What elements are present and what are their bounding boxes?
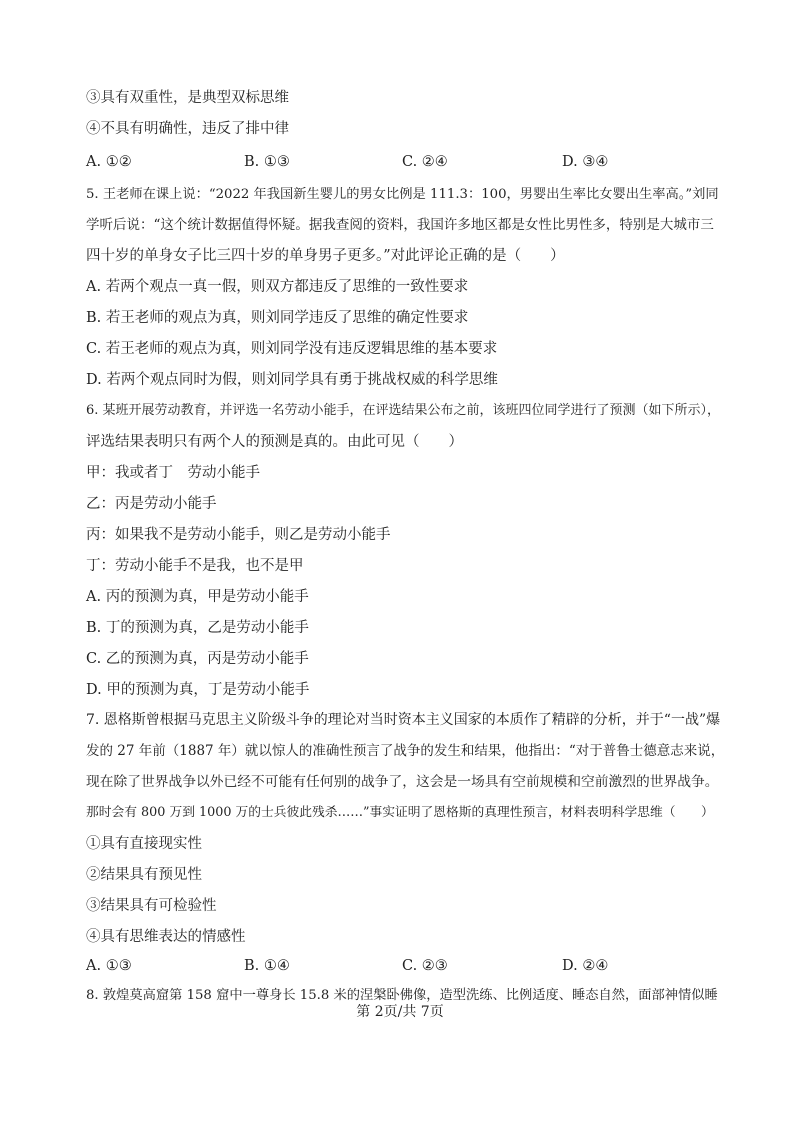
q6-statement-jia: 甲：我或者丁 劳动小能手 (86, 465, 260, 481)
q4-option-b[interactable]: B. ①③ (244, 154, 290, 170)
option-item-4: ④不具有明确性，违反了排中律 (86, 121, 289, 137)
q7-option-a[interactable]: A. ①③ (86, 958, 132, 974)
q7-item-3: ③结果具有可检验性 (86, 898, 217, 914)
q5-option-d[interactable]: D. 若两个观点同时为假，则刘同学具有勇于挑战权威的科学思维 (86, 372, 498, 388)
q7-item-1: ①具有直接现实性 (86, 836, 202, 852)
q7-stem-line-3: 现在除了世界战争以外已经不可能有任何别的战争了，这会是一场具有空前规模和空前激烈的世界战争。 (86, 774, 719, 790)
q6-stem-line-2: 评选结果表明只有两个人的预测是真的。由此可见（ ） (86, 434, 463, 450)
q6-statement-yi: 乙：丙是劳动小能手 (86, 496, 217, 512)
q6-option-a[interactable]: A. 丙的预测为真，甲是劳动小能手 (86, 589, 309, 605)
q7-answer-options (86, 956, 706, 976)
q4-answer-options (86, 152, 706, 172)
q6-option-c[interactable]: C. 乙的预测为真，丙是劳动小能手 (86, 651, 309, 667)
q5-stem-line-3: 四十岁的单身女子比三四十岁的单身男子更多。”对此评论正确的是（ ） (86, 248, 565, 264)
q5-option-c[interactable]: C. 若王老师的观点为真，则刘同学没有违反逻辑思维的基本要求 (86, 341, 498, 357)
q6-statement-bing: 丙：如果我不是劳动小能手，则乙是劳动小能手 (86, 527, 391, 543)
q5-option-b[interactable]: B. 若王老师的观点为真，则刘同学违反了思维的确定性要求 (86, 310, 469, 326)
q7-item-4: ④具有思维表达的情感性 (86, 929, 246, 945)
q6-option-b[interactable]: B. 丁的预测为真，乙是劳动小能手 (86, 620, 309, 636)
q5-stem-line-1: 5. 王老师在课上说：“2022 年我国新生婴儿的男女比例是 111.3：100，男婴出生率比女婴出生率高。”刘同 (86, 187, 719, 202)
page-number: 第 2页/共 7页 (356, 1004, 444, 1020)
q7-option-d[interactable]: D. ②④ (562, 958, 609, 974)
q7-item-2: ②结果具有预见性 (86, 867, 202, 883)
q7-stem-line-1: 7. 恩格斯曾根据马克思主义阶级斗争的理论对当时资本主义国家的本质作了精辟的分析，并于“一战”爆 (86, 712, 721, 728)
q6-statement-ding: 丁：劳动小能手不是我，也不是甲 (86, 558, 304, 574)
q4-option-d[interactable]: D. ③④ (562, 154, 609, 170)
q7-option-c[interactable]: C. ②③ (402, 958, 448, 974)
option-item-3: ③具有双重性，是典型双标思维 (86, 90, 289, 106)
q6-stem-line-1: 6. 某班开展劳动教育，并评选一名劳动小能手，在评选结果公布之前，该班四位同学进行了预测（如下所示）， (86, 403, 721, 418)
q8-stem-line-1: 8. 敦煌莫高窟第 158 窟中一尊身长 15.8 米的涅槃卧佛像，造型洗练、比例适度、睡态自然，面部神情似睡 (86, 988, 718, 1003)
q7-stem-line-4: 那时会有 800 万到 1000 万的士兵彼此残杀……”事实证明了恩格斯的真理性预言，材料表明科学思维（ ） (86, 805, 714, 820)
q7-option-b[interactable]: B. ①④ (244, 958, 290, 974)
q4-option-c[interactable]: C. ②④ (402, 154, 448, 170)
q7-stem-line-2: 发的 27 年前（1887 年）就以惊人的准确性预言了战争的发生和结果，他指出：“对于普鲁士德意志来说， (86, 743, 725, 759)
q4-option-a[interactable]: A. ①② (86, 154, 132, 170)
q6-option-d[interactable]: D. 甲的预测为真，丁是劳动小能手 (86, 682, 310, 698)
q5-option-a[interactable]: A. 若两个观点一真一假，则双方都违反了思维的一致性要求 (86, 279, 469, 295)
q5-stem-line-2: 学听后说：“这个统计数据值得怀疑。据我查阅的资料，我国许多地区都是女性比男性多，特别是大城市三 (86, 217, 714, 233)
